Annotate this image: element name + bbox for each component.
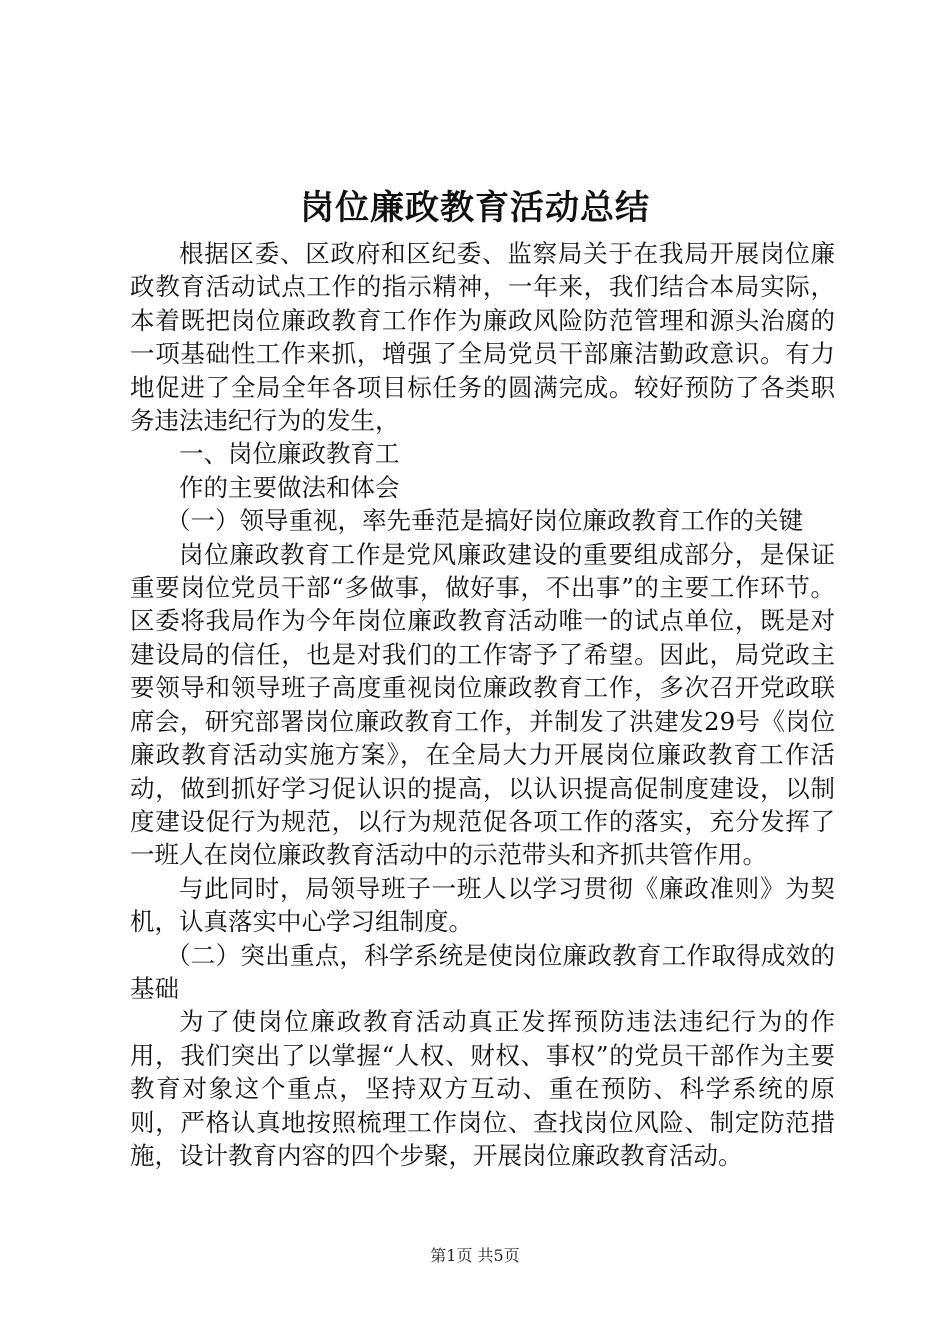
document-body — [130, 237, 835, 1172]
paragraph-intro: 根据区委、区政府和区纪委、监察局关于在我局开展岗位廉政教育活动试点工作的指示精神，一年来，我们结合本局实际，本着既把岗位廉政教育工作作为廉政风险防范管理和源头治腐的一项基础性工作来抓，增强了全局党员干部廉洁勤政意识。有力地促进了全局全年各项目标任务的圆满完成。较好预防了各类职务违法违纪行为的发生， — [130, 239, 835, 436]
subsection-heading-1: （一）领导重视，率先垂范是搞好岗位廉政教育工作的关键 — [166, 506, 803, 536]
paragraph-leadership: 岗位廉政教育工作是党风廉政建设的重要组成部分，是保证重要岗位党员干部“多做事，做好事，不出事”的主要工作环节。区委将我局作为今年岗位廉政教育活动唯一的试点单位，既是对建设局的信任，也是对我们的工作寄予了希望。因此，局党政主要领导和领导班子高度重视岗位廉政教育工作，多次召开党政联席会，研究部署岗位廉政教育工作，并制发了洪建发29号《岗位廉政教育活动实施方案》，在全局大力开展岗位廉政教育工作活动，做到抓好学习促认识的提高，以认识提高促制度建设，以制度建设促行为规范，以行为规范促各项工作的落实，充分发挥了一班人在岗位廉政教育活动中的示范带头和齐抓共管作用。 — [130, 539, 835, 870]
subsection-heading-2: （二）突出重点，科学系统是使岗位廉政教育工作取得成效的基础 — [130, 940, 835, 1003]
section-heading-1-part-1: 一、岗位廉政教育工 — [179, 439, 400, 469]
paragraph-meanwhile: 与此同时，局领导班子一班人以学习贯彻《廉政准则》为契机，认真落实中心学习组制度。 — [130, 873, 835, 937]
section-heading-1-part-2: 作的主要做法和体会 — [179, 472, 400, 502]
page-indicator: 第1页 共5页 — [430, 1246, 520, 1265]
document-title: 岗位廉政教育活动总结 — [300, 188, 650, 228]
paragraph-focus: 为了使岗位廉政教育活动真正发挥预防违法违纪行为的作用，我们突出了以掌握“人权、财权、事权”的党员干部作为主要教育对象这个重点，坚持双方互动、重在预防、科学系统的原则，严格认真地按照梳理工作岗位、查找岗位风险、制定防范措施，设计教育内容的四个步聚，开展岗位廉政教育活动。 — [130, 1007, 835, 1170]
